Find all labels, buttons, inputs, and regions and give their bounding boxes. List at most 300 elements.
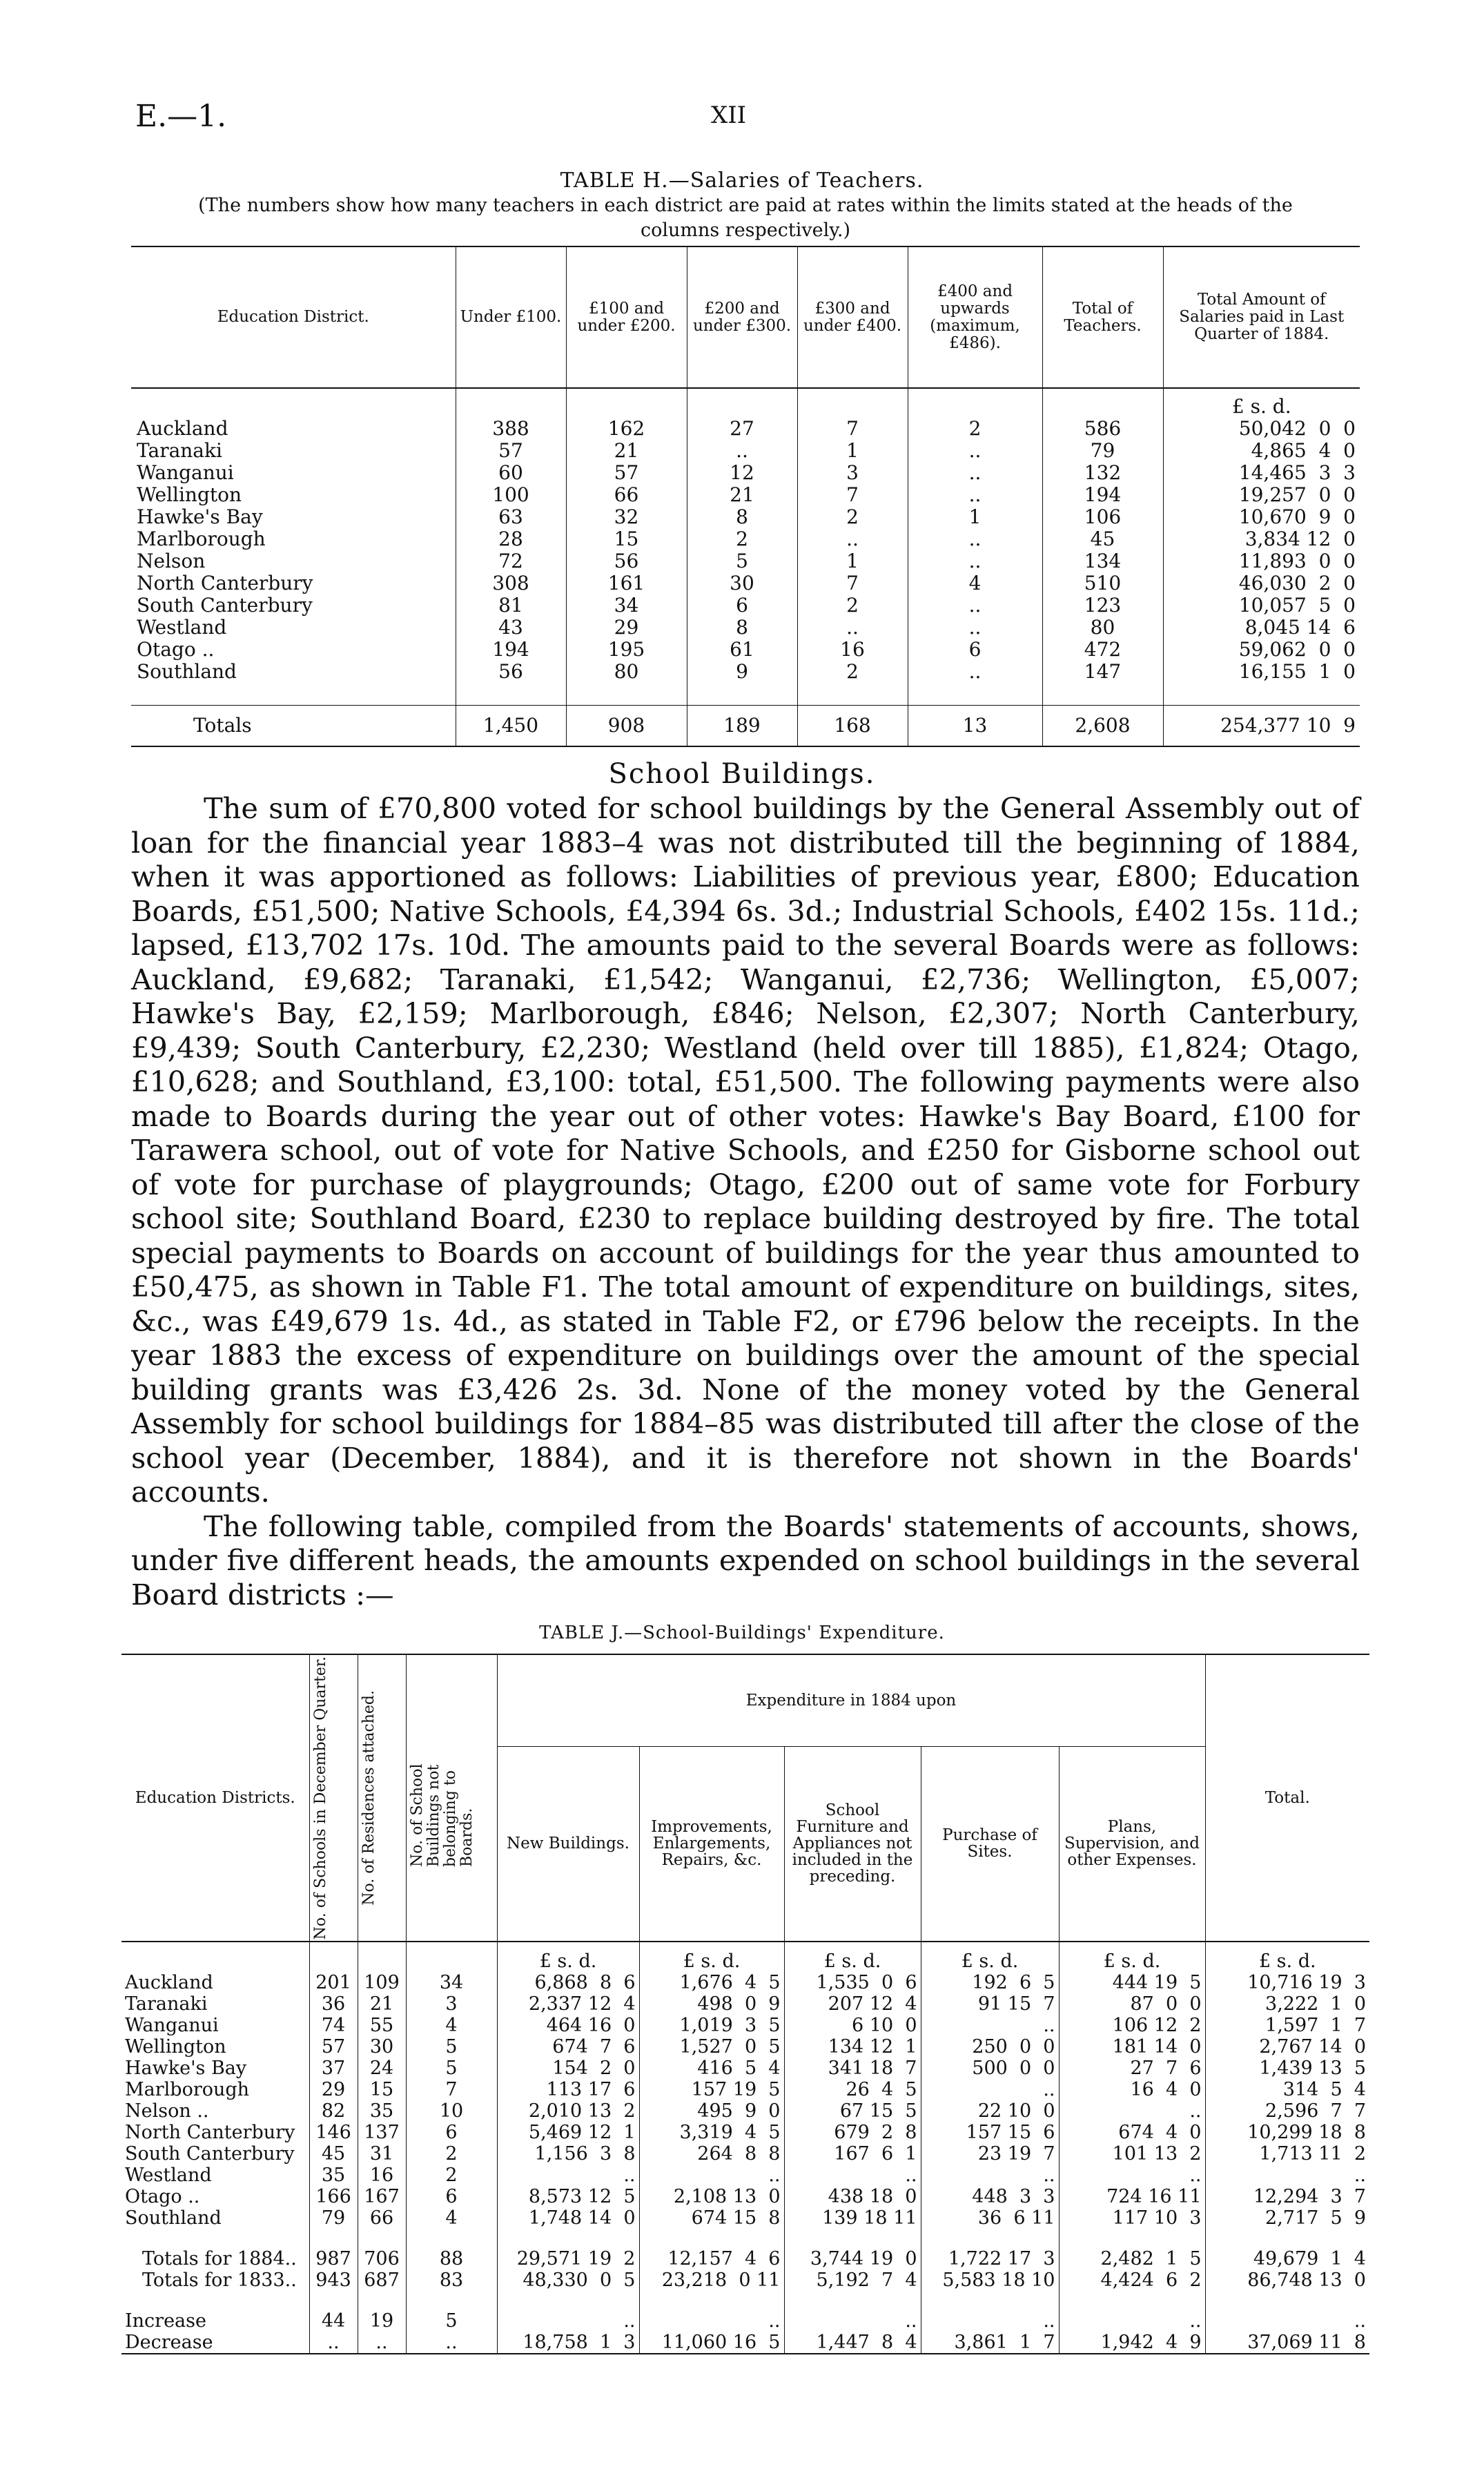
cell-not-belonging: 34 xyxy=(406,1972,497,1993)
table-row xyxy=(121,2036,1369,2058)
cell-total-amount: 16,155 1 0 xyxy=(1163,661,1360,683)
cell-under-100: 1,450 xyxy=(456,706,566,747)
cell-under-100: 308 xyxy=(456,572,566,594)
cell-not-belonging: 5 xyxy=(406,2058,497,2079)
district-name: Southland xyxy=(125,2207,222,2229)
cell-not-belonging: 88 xyxy=(406,2248,497,2270)
paragraph: The sum of £70,800 voted for school buildings by the General Assembly out of loan for the financial year 1883–4 was not distributed till the beginning of 1884, when it was apportioned as follows: Liabilities of previous year, £800; Education Boards, £51,500; Native Schools, £4,394 6s. 3d.; Industrial Schools, £402 15s. 11d.; lapsed, £13,702 17s. 10d. The amounts paid to the several Boards were as follows: Auckland, £9,682; Taranaki, £1,542; Wanganui, £2,736; Wellington, £5,007; Hawke's Bay, £2,159; Marlborough, £846; Nelson, £2,307; North Canterbury, £9,439; South Canterbury, £2,230; Westland (held over till 1885), £1,824; Otago, £10,628; and Southland, £3,100: total, £51,500. The following payments were also made to Boards during the year out of other votes: Hawke's Bay Board, £100 for Tarawera school, out of vote for Native Schools, and £250 for Gisborne school out of vote for purchase of playgrounds; Otago, £200 out of same vote for Forbury school site; Southland Board, £230 to replace building destroyed by fire. The total special payments to Boards on account of buildings for the year thus amounted to £50,475, as shown in Table F1. The total amount of expenditure on buildings, sites, &c., was £49,679 1s. 4d., as stated in Table F2, or £796 below the receipts. In the year 1883 the excess of expenditure on buildings over the amount of the special building grants was £3,426 2s. 3d. None of the money voted by the General Assembly for school buildings for 1884–85 was distributed till after the close of the school year (December, 1884), and it is therefore not shown in the Boards' accounts. xyxy=(131,791,1360,1509)
table-row xyxy=(131,661,1360,683)
cell-total-amount: 10,057 5 0 xyxy=(1163,594,1360,617)
table-row xyxy=(131,440,1360,462)
cell-schools: 987 xyxy=(309,2248,358,2270)
cell-total-amount: 50,042 0 0 xyxy=(1163,418,1360,440)
table-row xyxy=(131,506,1360,528)
district-name: Marlborough xyxy=(137,528,266,550)
cell-improvements: 495 9 0 xyxy=(639,2100,784,2122)
cell-under-100: 100 xyxy=(456,484,566,506)
district-name: Westland xyxy=(137,616,227,639)
cell-plans: 1,942 4 9 xyxy=(1059,2332,1205,2354)
cell-furniture: 438 18 0 xyxy=(784,2186,921,2207)
district-name: Wellington xyxy=(137,483,242,506)
cell-total: 1,597 1 7 xyxy=(1205,2015,1369,2036)
table-row xyxy=(131,572,1360,594)
col-residences: No. of Residences attached. xyxy=(358,1654,406,1942)
spacer-row xyxy=(121,2229,1369,2248)
cell-total-amount: 19,257 0 0 xyxy=(1163,484,1360,506)
cell-schools: 146 xyxy=(309,2122,358,2143)
cell-plans: 4,424 6 2 xyxy=(1059,2270,1205,2291)
cell-sites: .. xyxy=(921,2310,1059,2332)
cell-plans: 444 19 5 xyxy=(1059,1972,1205,1993)
cell-sites: 250 0 0 xyxy=(921,2036,1059,2058)
cell-100-200: 15 xyxy=(566,528,687,550)
money-units-row xyxy=(131,388,1360,418)
page-number: XII xyxy=(711,101,747,129)
cell-schools: 29 xyxy=(309,2079,358,2100)
cell-total-amount: 4,865 4 0 xyxy=(1163,440,1360,462)
cell-100-200: 162 xyxy=(566,418,687,440)
cell-400-upwards: .. xyxy=(908,661,1042,683)
cell-schools: 166 xyxy=(309,2186,358,2207)
cell-new-buildings: 18,758 1 3 xyxy=(497,2332,639,2354)
district-name: Totals for 1833.. xyxy=(142,2270,297,2292)
cell-plans: 101 13 2 xyxy=(1059,2143,1205,2165)
cell-total: 10,299 18 8 xyxy=(1205,2122,1369,2143)
cell-200-300: 30 xyxy=(687,572,797,594)
cell-100-200: 195 xyxy=(566,639,687,661)
cell-residences: 16 xyxy=(358,2165,406,2186)
district-name: Totals for 1884.. xyxy=(142,2248,297,2270)
cell-total-amount: 46,030 2 0 xyxy=(1163,572,1360,594)
table-h-header-row xyxy=(131,246,1360,388)
cell-schools: 37 xyxy=(309,2058,358,2079)
cell-improvements: 12,157 4 6 xyxy=(639,2248,784,2270)
cell-not-belonging: 6 xyxy=(406,2186,497,2207)
money-units: £ s. d. xyxy=(784,1942,921,1972)
cell-not-belonging: .. xyxy=(406,2332,497,2354)
cell-furniture: 1,535 0 6 xyxy=(784,1972,921,1993)
cell-300-400: 7 xyxy=(797,418,908,440)
cell-200-300: 6 xyxy=(687,594,797,617)
col-plans: Plans, Supervision, and other Expenses. xyxy=(1059,1746,1205,1942)
cell-not-belonging: 7 xyxy=(406,2079,497,2100)
col-purchase-sites: Purchase of Sites. xyxy=(921,1746,1059,1942)
cell-not-belonging: 6 xyxy=(406,2122,497,2143)
cell-improvements: 157 19 5 xyxy=(639,2079,784,2100)
col-total-amount: Total Amount of Salaries paid in Last Quarter of 1884. xyxy=(1163,246,1360,388)
table-row xyxy=(131,550,1360,572)
cell-sites: 23 19 7 xyxy=(921,2143,1059,2165)
cell-total: 1,439 13 5 xyxy=(1205,2058,1369,2079)
table-row xyxy=(121,2143,1369,2165)
cell-residences: 66 xyxy=(358,2207,406,2229)
cell-improvements: 674 15 8 xyxy=(639,2207,784,2229)
cell-residences: 19 xyxy=(358,2310,406,2332)
cell-200-300: 12 xyxy=(687,462,797,484)
cell-new-buildings: 48,330 0 5 xyxy=(497,2270,639,2291)
col-under-100: Under £100. xyxy=(456,246,566,388)
cell-200-300: 189 xyxy=(687,706,797,747)
district-name: Nelson .. xyxy=(125,2100,209,2122)
district-name: Wanganui xyxy=(125,2015,219,2037)
col-furniture: School Furniture and Appliances not included in the preceding. xyxy=(784,1746,921,1942)
cell-plans: 16 4 0 xyxy=(1059,2079,1205,2100)
cell-furniture: 134 12 1 xyxy=(784,2036,921,2058)
table-j-title: TABLE J.—School-Buildings' Expenditure. xyxy=(539,1623,945,1643)
body-text xyxy=(131,791,1360,1612)
district-name: Wanganui xyxy=(137,461,234,484)
cell-schools: .. xyxy=(309,2332,358,2354)
cell-200-300: 2 xyxy=(687,528,797,550)
district-name: Auckland xyxy=(125,1972,213,1994)
cell-total-teachers: 106 xyxy=(1042,506,1163,528)
district-name: Totals xyxy=(131,706,456,747)
cell-300-400: .. xyxy=(797,528,908,550)
cell-300-400: 2 xyxy=(797,661,908,683)
cell-sites: 5,583 18 10 xyxy=(921,2270,1059,2291)
cell-total: 86,748 13 0 xyxy=(1205,2270,1369,2291)
cell-400-upwards: .. xyxy=(908,550,1042,572)
cell-sites: 1,722 17 3 xyxy=(921,2248,1059,2270)
cell-400-upwards: .. xyxy=(908,594,1042,617)
district-name: Increase xyxy=(125,2310,206,2332)
cell-under-100: 57 xyxy=(456,440,566,462)
cell-under-100: 60 xyxy=(456,462,566,484)
table-j-header-row xyxy=(121,1654,1369,1746)
cell-not-belonging: 5 xyxy=(406,2310,497,2332)
money-units: £ s. d. xyxy=(1163,388,1360,418)
cell-new-buildings: 29,571 19 2 xyxy=(497,2248,639,2270)
money-units: £ s. d. xyxy=(497,1942,639,1972)
cell-400-upwards: 2 xyxy=(908,418,1042,440)
cell-residences: 35 xyxy=(358,2100,406,2122)
money-units: £ s. d. xyxy=(639,1942,784,1972)
col-200-300: £200 and under £300. xyxy=(687,246,797,388)
col-education-districts: Education Districts. xyxy=(135,1789,295,1808)
district-name: Hawke's Bay xyxy=(137,505,263,528)
district-name: Southland xyxy=(137,660,237,683)
table-row xyxy=(121,1993,1369,2015)
cell-furniture: 679 2 8 xyxy=(784,2122,921,2143)
cell-new-buildings: .. xyxy=(497,2165,639,2186)
cell-total: 12,294 3 7 xyxy=(1205,2186,1369,2207)
cell-300-400: 16 xyxy=(797,639,908,661)
cell-sites: .. xyxy=(921,2015,1059,2036)
cell-improvements: .. xyxy=(639,2165,784,2186)
cell-furniture: 6 10 0 xyxy=(784,2015,921,2036)
money-units-row xyxy=(121,1942,1369,1972)
cell-total: 1,713 11 2 xyxy=(1205,2143,1369,2165)
cell-new-buildings: 8,573 12 5 xyxy=(497,2186,639,2207)
cell-schools: 35 xyxy=(309,2165,358,2186)
district-name: North Canterbury xyxy=(137,572,313,594)
cell-200-300: 8 xyxy=(687,506,797,528)
increase-row xyxy=(121,2310,1369,2332)
cell-total: 2,717 5 9 xyxy=(1205,2207,1369,2229)
cell-200-300: 27 xyxy=(687,418,797,440)
table-row xyxy=(121,1972,1369,1993)
cell-not-belonging: 4 xyxy=(406,2207,497,2229)
cell-sites: 3,861 1 7 xyxy=(921,2332,1059,2354)
cell-300-400: .. xyxy=(797,617,908,639)
cell-total: 37,069 11 8 xyxy=(1205,2332,1369,2354)
district-name: Marlborough xyxy=(125,2079,250,2101)
cell-not-belonging: 5 xyxy=(406,2036,497,2058)
table-row xyxy=(121,2122,1369,2143)
cell-total-teachers: 80 xyxy=(1042,617,1163,639)
cell-not-belonging: 2 xyxy=(406,2143,497,2165)
cell-400-upwards: 1 xyxy=(908,506,1042,528)
cell-400-upwards: 4 xyxy=(908,572,1042,594)
cell-residences: 31 xyxy=(358,2143,406,2165)
cell-schools: 44 xyxy=(309,2310,358,2332)
cell-total: .. xyxy=(1205,2165,1369,2186)
cell-furniture: 5,192 7 4 xyxy=(784,2270,921,2291)
cell-total-teachers: 123 xyxy=(1042,594,1163,617)
cell-furniture: 139 18 11 xyxy=(784,2207,921,2229)
cell-100-200: 56 xyxy=(566,550,687,572)
cell-improvements: 1,019 3 5 xyxy=(639,2015,784,2036)
cell-total-teachers: 472 xyxy=(1042,639,1163,661)
section-title: School Buildings. xyxy=(608,758,876,790)
cell-under-100: 72 xyxy=(456,550,566,572)
cell-300-400: 1 xyxy=(797,550,908,572)
paragraph: The following table, compiled from the Boards' statements of accounts, shows, under five different heads, the amounts expended on school buildings in the several Board districts :— xyxy=(131,1509,1360,1612)
cell-total-teachers: 79 xyxy=(1042,440,1163,462)
cell-new-buildings: 674 7 6 xyxy=(497,2036,639,2058)
cell-new-buildings: 464 16 0 xyxy=(497,2015,639,2036)
cell-sites: 36 6 11 xyxy=(921,2207,1059,2229)
col-100-200: £100 and under £200. xyxy=(566,246,687,388)
district-name: South Canterbury xyxy=(125,2143,295,2165)
cell-not-belonging: 83 xyxy=(406,2270,497,2291)
cell-400-upwards: 6 xyxy=(908,639,1042,661)
cell-100-200: 57 xyxy=(566,462,687,484)
cell-new-buildings: .. xyxy=(497,2310,639,2332)
cell-total-amount: 8,045 14 6 xyxy=(1163,617,1360,639)
cell-400-upwards: .. xyxy=(908,462,1042,484)
cell-sites: 192 6 5 xyxy=(921,1972,1059,1993)
cell-total-teachers: 586 xyxy=(1042,418,1163,440)
cell-total-amount: 254,377 10 9 xyxy=(1163,706,1360,747)
cell-300-400: 2 xyxy=(797,506,908,528)
cell-under-100: 81 xyxy=(456,594,566,617)
cell-residences: 109 xyxy=(358,1972,406,1993)
district-name: Nelson xyxy=(137,550,206,572)
col-300-400: £300 and under £400. xyxy=(797,246,908,388)
cell-100-200: 34 xyxy=(566,594,687,617)
district-name: South Canterbury xyxy=(137,594,313,617)
district-name: Otago .. xyxy=(125,2186,200,2208)
table-h-note: (The numbers show how many teachers in each district are paid at rates within the limits stated at the heads of the columns respectively.) xyxy=(198,195,1293,241)
cell-not-belonging: 2 xyxy=(406,2165,497,2186)
cell-sites: .. xyxy=(921,2165,1059,2186)
cell-300-400: 3 xyxy=(797,462,908,484)
col-400-upwards: £400 and upwards (maximum, £486). xyxy=(908,246,1042,388)
cell-improvements: 416 5 4 xyxy=(639,2058,784,2079)
table-row xyxy=(131,418,1360,440)
cell-improvements: 1,527 0 5 xyxy=(639,2036,784,2058)
cell-residences: 706 xyxy=(358,2248,406,2270)
cell-plans: .. xyxy=(1059,2165,1205,2186)
cell-sites: 22 10 0 xyxy=(921,2100,1059,2122)
col-schools: No. of Schools in December Quarter. xyxy=(309,1654,358,1942)
cell-100-200: 908 xyxy=(566,706,687,747)
cell-furniture: 167 6 1 xyxy=(784,2143,921,2165)
col-total-teachers: Total of Teachers. xyxy=(1042,246,1163,388)
table-row xyxy=(131,484,1360,506)
cell-300-400: 7 xyxy=(797,484,908,506)
cell-100-200: 80 xyxy=(566,661,687,683)
cell-furniture: 207 12 4 xyxy=(784,1993,921,2015)
cell-under-100: 43 xyxy=(456,617,566,639)
cell-total-teachers: 510 xyxy=(1042,572,1163,594)
table-row xyxy=(121,2079,1369,2100)
district-name: Wellington xyxy=(125,2036,226,2058)
cell-under-100: 194 xyxy=(456,639,566,661)
cell-improvements: 264 8 8 xyxy=(639,2143,784,2165)
cell-300-400: 7 xyxy=(797,572,908,594)
cell-new-buildings: 154 2 0 xyxy=(497,2058,639,2079)
cell-furniture: .. xyxy=(784,2165,921,2186)
cell-200-300: 8 xyxy=(687,617,797,639)
district-name: Hawke's Bay xyxy=(125,2058,247,2080)
cell-total-amount: 59,062 0 0 xyxy=(1163,639,1360,661)
cell-sites: 500 0 0 xyxy=(921,2058,1059,2079)
cell-total-teachers: 147 xyxy=(1042,661,1163,683)
cell-300-400: 168 xyxy=(797,706,908,747)
cell-total-teachers: 132 xyxy=(1042,462,1163,484)
cell-total-teachers: 2,608 xyxy=(1042,706,1163,747)
cell-residences: 21 xyxy=(358,1993,406,2015)
cell-total: 49,679 1 4 xyxy=(1205,2248,1369,2270)
cell-furniture: .. xyxy=(784,2310,921,2332)
cell-new-buildings: 113 17 6 xyxy=(497,2079,639,2100)
cell-300-400: 2 xyxy=(797,594,908,617)
cell-sites: 91 15 7 xyxy=(921,1993,1059,2015)
table-row xyxy=(121,2058,1369,2079)
cell-200-300: 5 xyxy=(687,550,797,572)
cell-100-200: 21 xyxy=(566,440,687,462)
cell-sites: .. xyxy=(921,2079,1059,2100)
table-row xyxy=(131,462,1360,484)
decrease-row xyxy=(121,2332,1369,2354)
cell-improvements: 1,676 4 5 xyxy=(639,1972,784,1993)
table-row xyxy=(131,528,1360,550)
cell-plans: 106 12 2 xyxy=(1059,2015,1205,2036)
cell-improvements: 2,108 13 0 xyxy=(639,2186,784,2207)
cell-100-200: 29 xyxy=(566,617,687,639)
cell-sites: 157 15 6 xyxy=(921,2122,1059,2143)
cell-under-100: 388 xyxy=(456,418,566,440)
cell-400-upwards: .. xyxy=(908,440,1042,462)
cell-new-buildings: 1,748 14 0 xyxy=(497,2207,639,2229)
cell-schools: 45 xyxy=(309,2143,358,2165)
cell-100-200: 66 xyxy=(566,484,687,506)
cell-total-amount: 11,893 0 0 xyxy=(1163,550,1360,572)
school-buildings-expenditure-table xyxy=(121,1654,1369,2354)
page-header xyxy=(0,99,1484,133)
table-row xyxy=(121,2186,1369,2207)
cell-200-300: .. xyxy=(687,440,797,462)
cell-improvements: 3,319 4 5 xyxy=(639,2122,784,2143)
cell-sites: 448 3 3 xyxy=(921,2186,1059,2207)
money-units: £ s. d. xyxy=(921,1942,1059,1972)
table-row xyxy=(121,2207,1369,2229)
cell-not-belonging: 4 xyxy=(406,2015,497,2036)
cell-furniture: 341 18 7 xyxy=(784,2058,921,2079)
col-not-belonging: No. of School Buildings not belonging to Boards. xyxy=(406,1654,497,1942)
col-improvements: Improvements, Enlargements, Repairs, &c. xyxy=(639,1746,784,1942)
table-row xyxy=(131,594,1360,617)
district-name: Taranaki xyxy=(137,439,222,462)
cell-under-100: 28 xyxy=(456,528,566,550)
cell-residences: 24 xyxy=(358,2058,406,2079)
cell-400-upwards: .. xyxy=(908,528,1042,550)
cell-plans: 27 7 6 xyxy=(1059,2058,1205,2079)
cell-300-400: 1 xyxy=(797,440,908,462)
cell-furniture: 1,447 8 4 xyxy=(784,2332,921,2354)
cell-total: 2,767 14 0 xyxy=(1205,2036,1369,2058)
cell-100-200: 161 xyxy=(566,572,687,594)
cell-residences: 167 xyxy=(358,2186,406,2207)
district-name: Westland xyxy=(125,2165,212,2187)
cell-200-300: 21 xyxy=(687,484,797,506)
cell-total: 314 5 4 xyxy=(1205,2079,1369,2100)
cell-residences: 137 xyxy=(358,2122,406,2143)
district-name: Auckland xyxy=(137,417,228,440)
cell-residences: 15 xyxy=(358,2079,406,2100)
cell-furniture: 26 4 5 xyxy=(784,2079,921,2100)
cell-new-buildings: 5,469 12 1 xyxy=(497,2122,639,2143)
cell-total-teachers: 45 xyxy=(1042,528,1163,550)
cell-residences: 687 xyxy=(358,2270,406,2291)
cell-improvements: .. xyxy=(639,2310,784,2332)
cell-total-teachers: 194 xyxy=(1042,484,1163,506)
cell-improvements: 23,218 0 11 xyxy=(639,2270,784,2291)
cell-total: 10,716 19 3 xyxy=(1205,1972,1369,1993)
cell-not-belonging: 10 xyxy=(406,2100,497,2122)
cell-schools: 943 xyxy=(309,2270,358,2291)
col-education-district: Education District. xyxy=(217,308,369,326)
cell-400-upwards: .. xyxy=(908,484,1042,506)
table-h-title: TABLE H.—Salaries of Teachers. xyxy=(560,168,924,193)
district-name: North Canterbury xyxy=(125,2122,295,2144)
cell-plans: 724 16 11 xyxy=(1059,2186,1205,2207)
district-name: Decrease xyxy=(121,2332,309,2354)
table-row xyxy=(131,617,1360,639)
col-total: Total. xyxy=(1205,1654,1369,1942)
cell-under-100: 56 xyxy=(456,661,566,683)
money-units: £ s. d. xyxy=(1205,1942,1369,1972)
col-new-buildings: New Buildings. xyxy=(497,1746,639,1942)
cell-residences: 55 xyxy=(358,2015,406,2036)
cell-schools: 79 xyxy=(309,2207,358,2229)
table-row xyxy=(121,2015,1369,2036)
cell-total-teachers: 134 xyxy=(1042,550,1163,572)
cell-furniture: 3,744 19 0 xyxy=(784,2248,921,2270)
cell-400-upwards: .. xyxy=(908,617,1042,639)
cell-schools: 36 xyxy=(309,1993,358,2015)
cell-new-buildings: 2,010 13 2 xyxy=(497,2100,639,2122)
money-units: £ s. d. xyxy=(1059,1942,1205,1972)
cell-plans: 117 10 3 xyxy=(1059,2207,1205,2229)
cell-total: .. xyxy=(1205,2310,1369,2332)
cell-total-amount: 14,465 3 3 xyxy=(1163,462,1360,484)
cell-schools: 57 xyxy=(309,2036,358,2058)
cell-furniture: 67 15 5 xyxy=(784,2100,921,2122)
cell-schools: 82 xyxy=(309,2100,358,2122)
